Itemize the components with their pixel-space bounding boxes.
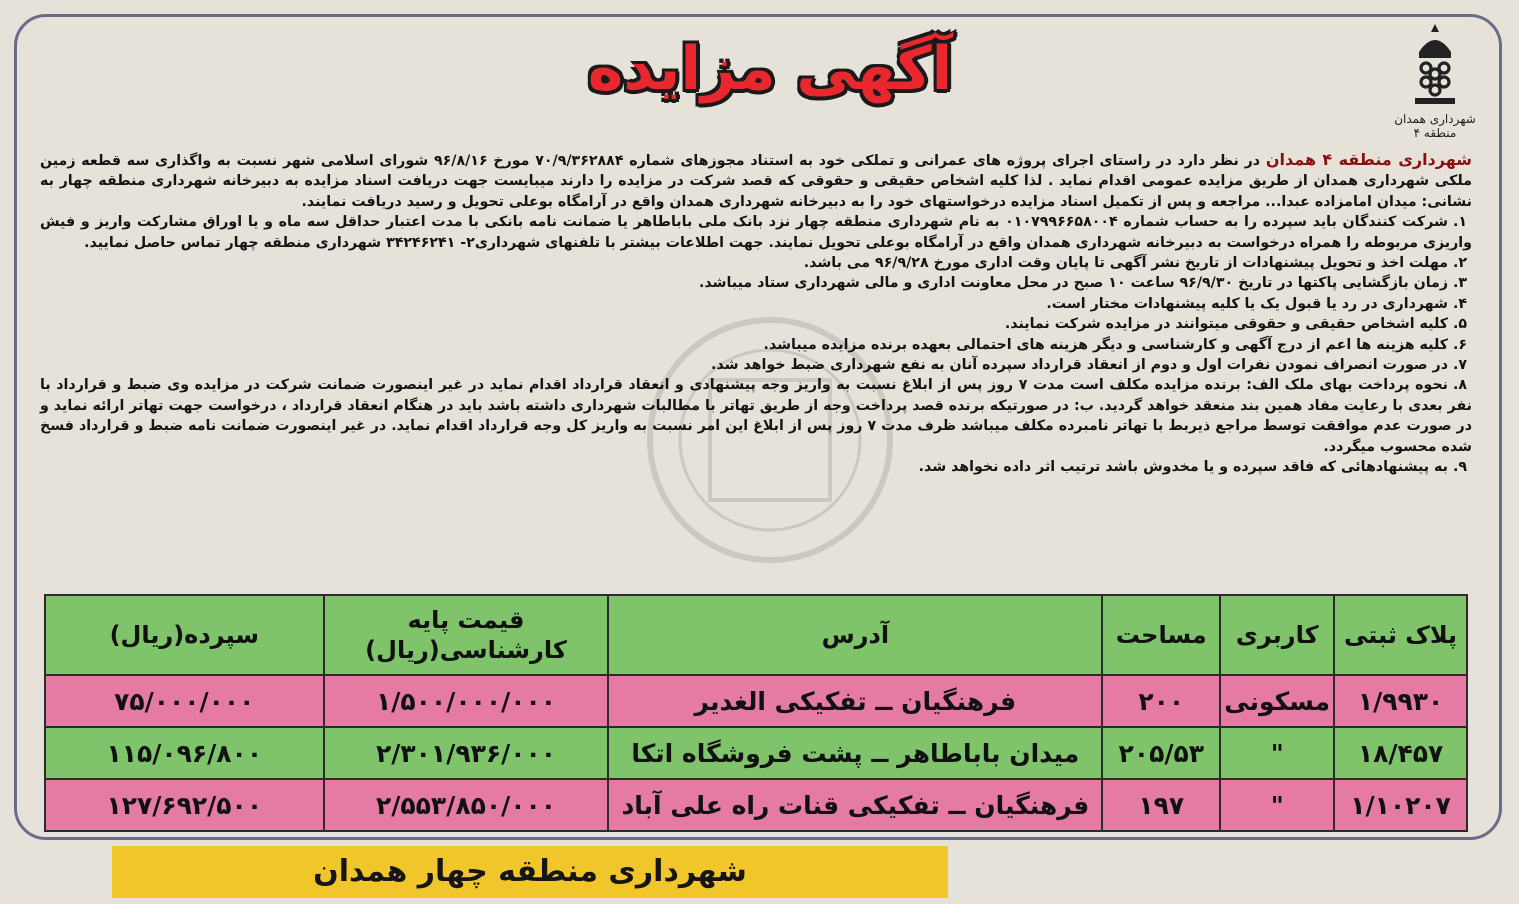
item-number: ۶.: [1452, 336, 1468, 353]
item-text: کلیه هزینه ها اعم از درج آگهی و کارشناسی و دیگر هزینه های احتمالی بعهده برنده مزایده میباشد.: [763, 336, 1448, 353]
item-number: ۲.: [1452, 255, 1468, 272]
cell-address: میدان باباطاهر ــ پشت فروشگاه اتکا: [608, 727, 1102, 779]
header-base-price: [324, 595, 609, 675]
cell-plate: ۱/۱۰۲۰۷: [1334, 779, 1467, 831]
cell-address: فرهنگیان ــ تفکیکی الغدیر: [608, 675, 1102, 727]
table-row: [45, 727, 1467, 779]
footer-signature: شهرداری منطقه چهار همدان: [112, 846, 948, 898]
table-row: [45, 675, 1467, 727]
condition-item: [40, 273, 1472, 293]
municipality-logo: [1385, 22, 1485, 140]
header-plate: پلاک ثبتی: [1334, 595, 1467, 675]
cell-usage: ": [1220, 779, 1334, 831]
header-deposit: سپرده(ریال): [45, 595, 324, 675]
intro-lead: شهرداری منطقه ۴ همدان: [1265, 150, 1473, 169]
condition-item: [40, 294, 1472, 314]
cell-area: ۲۰۰: [1102, 675, 1220, 727]
condition-item: [40, 335, 1472, 355]
item-number: ۷.: [1452, 357, 1468, 374]
item-text: شرکت کنندگان باید سپرده را به حساب شماره ۰۱۰۷۹۹۶۶۵۸۰۰۴ به نام شهرداری منطقه چهار نزد بانک ملی باباطاهر یا ضمانت نامه بانکی با مدت اعتبار حداقل سه ماه و یا اوراق مشارکت واریز و فیش واریزی مربوطه را همراه درخواست به دبیرخانه شهرداری همدان واقع در آرامگاه بوعلی تحویل نمایند. جهت اطلاعات بیشتر با تلفنهای شهرداری۲- ۳۴۲۴۶۲۴۱ شهرداری منطقه چهار تماس حاصل نمایید.: [40, 214, 1472, 251]
cell-deposit: ۷۵/۰۰۰/۰۰۰: [45, 675, 324, 727]
condition-item: [40, 212, 1472, 253]
header-area: مساحت: [1102, 595, 1220, 675]
cell-area: ۱۹۷: [1102, 779, 1220, 831]
condition-item: [40, 253, 1472, 273]
item-text: مهلت اخذ و تحویل پیشنهادات از تاریخ نشر آگهی تا پایان وقت اداری مورخ ۹۶/۹/۲۸ می باشد.: [803, 255, 1448, 272]
item-text: نحوه پرداخت بهای ملک الف: برنده مزایده مکلف است مدت ۷ روز پس از ابلاغ نسبت به واریز وجه پیشنهادی و انعقاد قرارداد اقدام نماید در غیر اینصورت ضمانت شرکت در مزایده وی ضبط و قرارداد با نفر بعدی با رعایت مفاد همین بند منعقد خواهد گردید. ب: در صورتیکه برنده قصد پرداخت وجه از طریق تهاتر با مطالبات شهرداری داشته باشد باید در هنگام انعقاد قرارداد ، درخواست جهت تهاتر ارائه نماید و در صورت عدم موافقت توسط مراجع ذیربط با تهاتر نامبرده مکلف میباشد ظرف مدت ۷ روز پس از ابلاغ این امر نسبت به واریز کل وجه قرارداد اقدام نماید. در غیر اینصورت ضمانت نامه ضبط و قرارداد فسخ شده محسوب میگردد.: [40, 377, 1472, 455]
properties-table: [44, 594, 1468, 832]
tower-emblem-icon: [1405, 22, 1465, 108]
condition-item: [40, 457, 1472, 477]
table-header-row: [45, 595, 1467, 675]
cell-usage: مسکونی: [1220, 675, 1334, 727]
cell-base-price: ۲/۳۰۱/۹۳۶/۰۰۰: [324, 727, 609, 779]
cell-base-price: ۲/۵۵۳/۸۵۰/۰۰۰: [324, 779, 609, 831]
logo-caption-line2: منطقه ۴: [1413, 126, 1457, 140]
cell-deposit: ۱۲۷/۶۹۲/۵۰۰: [45, 779, 324, 831]
item-number: ۴.: [1452, 295, 1468, 312]
cell-usage: ": [1220, 727, 1334, 779]
notice-title: آگهی مزایده: [587, 34, 953, 104]
logo-caption-line1: شهرداری همدان: [1394, 112, 1476, 126]
item-number: ۱.: [1452, 214, 1468, 231]
condition-item: [40, 355, 1472, 375]
intro-text: در نظر دارد در راستای اجرای پروژه های عمرانی و تملکی خود به استناد مجوزهای شماره ۷۰/۹/۳۶۲۸۸۴ مورخ ۹۶/۸/۱۶ شورای اسلامی شهر نسبت به واگذاری سه قطعه زمین ملکی شهرداری همدان از طریق مزایده عمومی اقدام نماید . لذا کلیه اشخاص حقیقی و حقوقی که قصد شرکت در مزایده را دارند میبایست جهت دریافت اسناد مزایده به دبیرخانه شهرداری منطقه چهار به نشانی: میدان امامزاده عبدا... مراجعه و پس از تکمیل اسناد مزایده درخواستهای خود را به دبیرخانه شهرداری همدان واقع در آرامگاه بوعلی تحویل و رسید دریافت نمایند.: [40, 153, 1472, 210]
item-text: کلیه اشخاص حقیقی و حقوقی میتوانند در مزایده شرکت نمایند.: [1004, 316, 1448, 333]
cell-plate: ۱۸/۴۵۷: [1334, 727, 1467, 779]
item-text: شهرداری در رد یا قبول یک یا کلیه پیشنهادات مختار است.: [1046, 295, 1448, 312]
item-text: زمان بازگشایی پاکتها در تاریخ ۹۶/۹/۳۰ ساعت ۱۰ صبح در محل معاونت اداری و مالی شهرداری ستاد میباشد.: [698, 275, 1448, 292]
table-row: [45, 779, 1467, 831]
header-base-price-line1: قیمت پایه: [407, 606, 525, 634]
item-text: به پیشنهادهائی که فاقد سپرده و یا مخدوش باشد ترتیب اثر داده نخواهد شد.: [918, 459, 1448, 476]
item-number: ۹.: [1452, 459, 1468, 476]
item-number: ۳.: [1452, 275, 1468, 292]
cell-address: فرهنگیان ــ تفکیکی قنات راه علی آباد: [608, 779, 1102, 831]
intro-paragraph: [40, 150, 1472, 212]
notice-body: [40, 150, 1472, 478]
cell-area: ۲۰۵/۵۳: [1102, 727, 1220, 779]
header-base-price-line2: کارشناسی(ریال): [365, 636, 567, 664]
header-address: آدرس: [608, 595, 1102, 675]
header-usage: کاربری: [1220, 595, 1334, 675]
cell-base-price: ۱/۵۰۰/۰۰۰/۰۰۰: [324, 675, 609, 727]
condition-item: [40, 314, 1472, 334]
condition-item: [40, 375, 1472, 457]
cell-plate: ۱/۹۹۳۰: [1334, 675, 1467, 727]
item-number: ۵.: [1452, 316, 1468, 333]
cell-deposit: ۱۱۵/۰۹۶/۸۰۰: [45, 727, 324, 779]
item-text: در صورت انصراف نمودن نفرات اول و دوم از انعقاد قرارداد سپرده آنان به نفع شهرداری ضبط خواهد شد.: [711, 357, 1448, 374]
item-number: ۸.: [1452, 377, 1468, 394]
